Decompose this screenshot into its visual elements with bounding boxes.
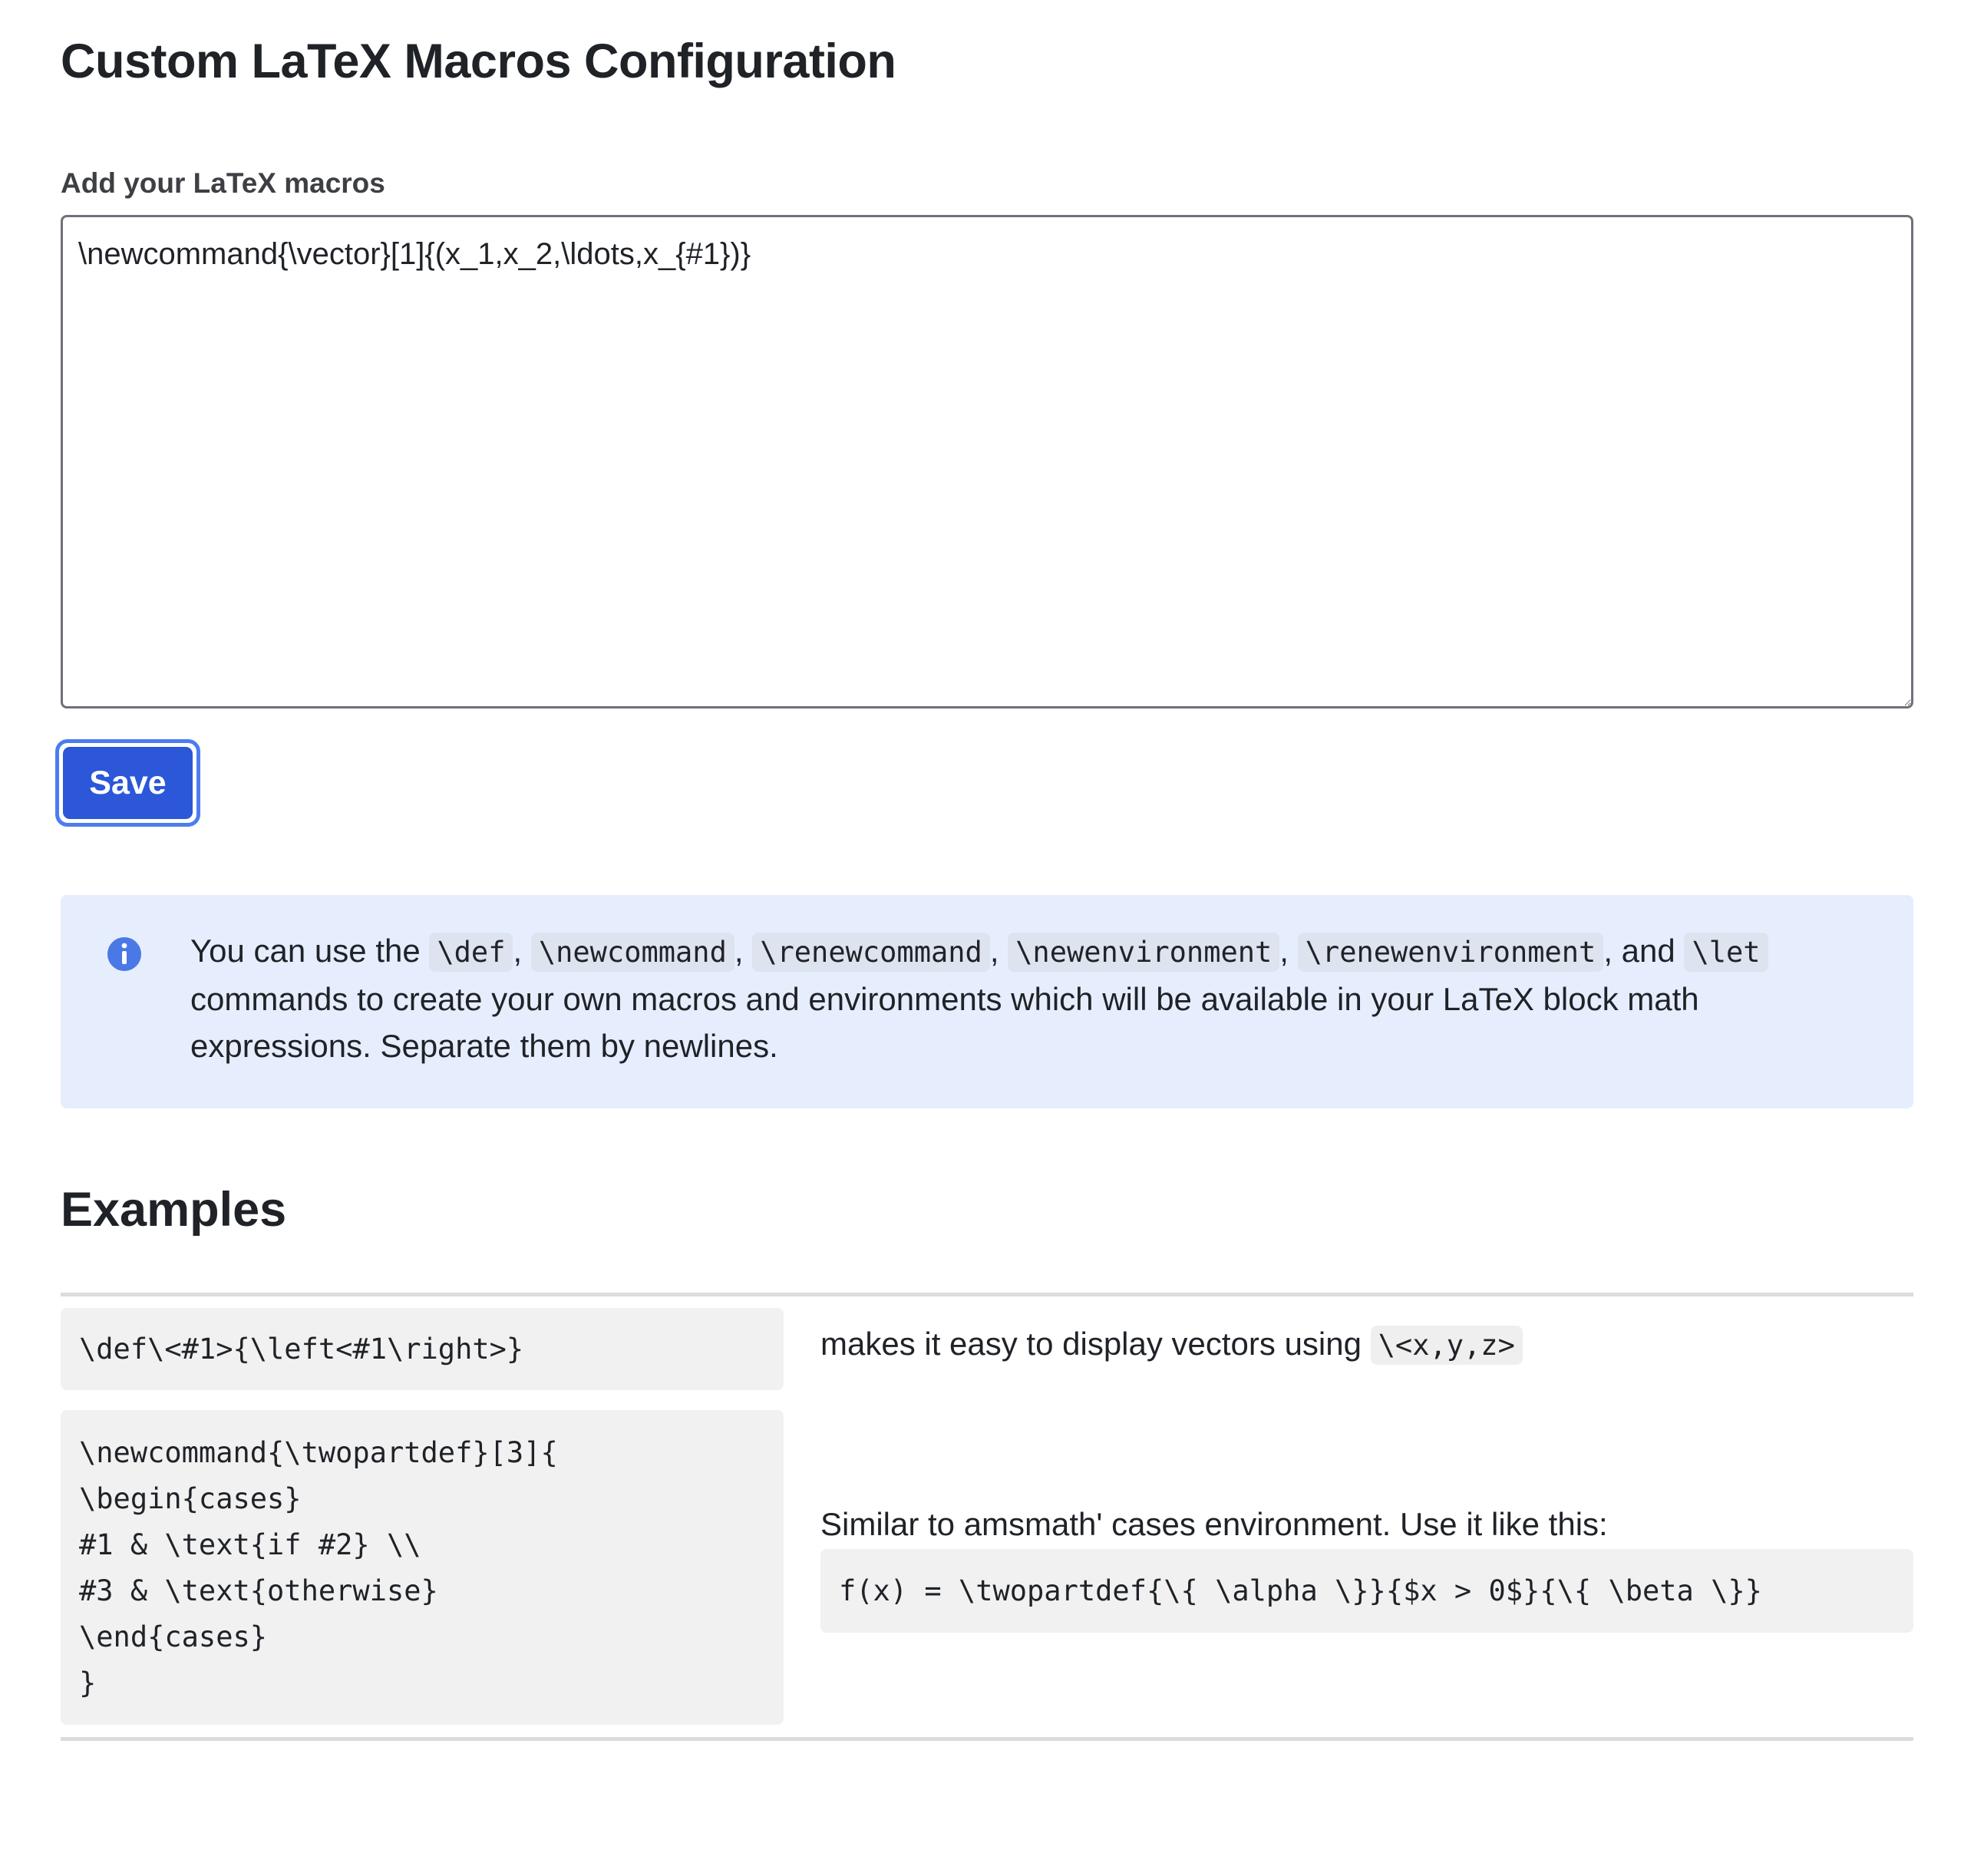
example-usage-code: f(x) = \twopartdef{\{ \alpha \}}{$x > 0$}{\{ \beta \}} (820, 1549, 1913, 1633)
info-separator: , (734, 933, 753, 969)
info-command-renewenvironment: \renewenvironment (1298, 933, 1604, 972)
info-text (190, 927, 1879, 1069)
save-button[interactable] (55, 739, 200, 827)
info-and-text: , and (1603, 933, 1685, 969)
example-description-code: \<x,y,z> (1371, 1326, 1523, 1365)
macros-textarea[interactable] (61, 215, 1913, 708)
examples-top-divider (61, 1293, 1913, 1296)
example-description-text: makes it easy to display vectors using (820, 1326, 1371, 1362)
page-title: Custom LaTeX Macros Configuration (61, 35, 896, 88)
info-icon (105, 935, 144, 973)
example-description (820, 1326, 1523, 1362)
info-command-newcommand: \newcommand (531, 933, 734, 972)
examples-heading: Examples (61, 1183, 287, 1237)
info-command-def: \def (429, 933, 513, 972)
example-code-block: \def\<#1>{\left<#1\right>} (61, 1308, 784, 1390)
info-text-suffix: commands to create your own macros and environments which will be available in your LaTeX block math expressions. Separate them by newlines. (190, 981, 1699, 1064)
example-code-block: \newcommand{\twopartdef}[3]{ \begin{cases} #1 & \text{if #2} \\ #3 & \text{otherwise} \end{cases} } (61, 1410, 784, 1725)
info-separator: , (989, 933, 1008, 969)
info-command-let: \let (1684, 933, 1768, 972)
info-separator: , (513, 933, 531, 969)
info-command-newenvironment: \newenvironment (1008, 933, 1279, 972)
info-text-prefix: You can use the (190, 933, 430, 969)
info-separator: , (1279, 933, 1298, 969)
examples-bottom-divider (61, 1737, 1913, 1741)
example-description: Similar to amsmath' cases environment. Use it like this: (820, 1506, 1608, 1542)
info-command-renewcommand: \renewcommand (752, 933, 990, 972)
macros-field-label: Add your LaTeX macros (61, 167, 385, 199)
save-button-label: Save (63, 747, 193, 819)
